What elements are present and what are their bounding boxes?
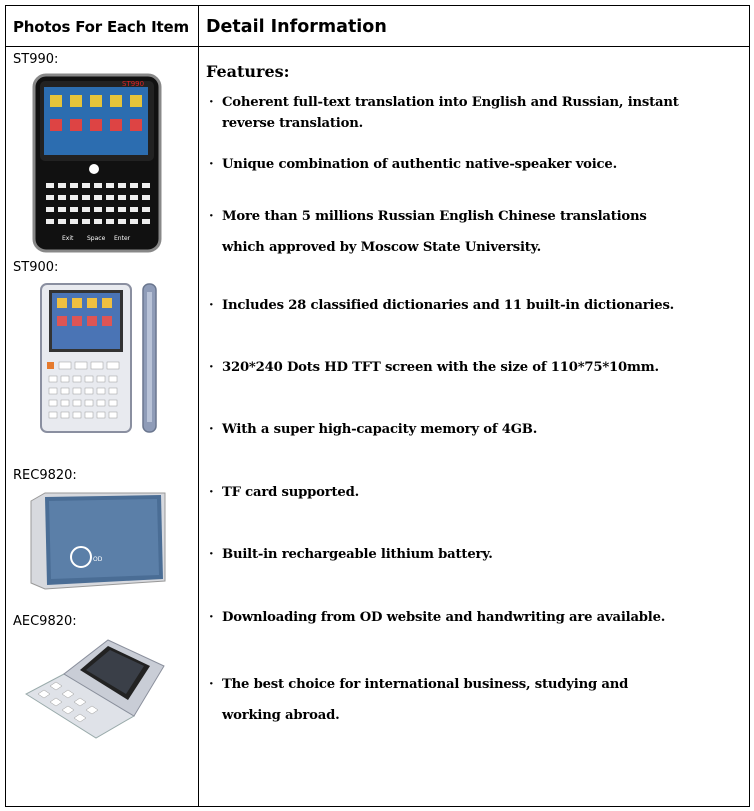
bullet-icon: · [209, 610, 214, 625]
feature-item: · 320*240 Dots HD TFT screen with the size of 110*75*10mm. [209, 357, 679, 378]
bullet-icon: · [209, 360, 214, 375]
photos-column-header: Photos For Each Item [13, 18, 189, 36]
feature-item: · More than 5 millions Russian English Chinese translations which approved by Moscow State University. [209, 201, 679, 263]
header-divider [6, 46, 749, 47]
product-table [5, 5, 750, 807]
key-space: Space [87, 235, 106, 242]
feature-item: · Includes 28 classified dictionaries and 11 built-in dictionaries. [209, 295, 679, 316]
model-label-rec9820: REC9820: [13, 468, 77, 483]
bullet-icon: · [209, 422, 214, 437]
feature-item: · Built-in rechargeable lithium battery. [209, 544, 679, 565]
st900-device-photo [39, 282, 164, 447]
bullet-icon: · [209, 95, 214, 110]
feature-item: · Downloading from OD website and handwriting are available. [209, 607, 679, 628]
svg-text:OD: OD [93, 556, 103, 563]
column-divider [198, 6, 199, 806]
model-label-st900: ST900: [13, 260, 59, 275]
feature-item: · Coherent full-text translation into English and Russian, instant reverse translation. [209, 92, 679, 134]
bullet-icon: · [209, 485, 214, 500]
feature-item: · Unique combination of authentic native-speaker voice. [209, 154, 679, 175]
feature-item: · With a super high-capacity memory of 4GB. [209, 419, 679, 440]
features-title: Features: [206, 62, 290, 81]
bullet-icon: · [209, 209, 214, 224]
model-label-st990: ST990: [13, 52, 59, 67]
bullet-icon: · [209, 547, 214, 562]
key-enter: Enter [114, 235, 131, 242]
key-exit: Exit [62, 235, 74, 242]
bullet-icon: · [209, 298, 214, 313]
aec9820-device-photo [24, 636, 169, 746]
rec9820-device-photo [27, 491, 167, 596]
bullet-icon: · [209, 677, 214, 692]
st990-device-photo [32, 73, 162, 258]
feature-item: · The best choice for international business, studying and working abroad. [209, 669, 679, 731]
st990-brand-text: ST990 [122, 80, 145, 88]
details-column-header: Detail Information [206, 17, 387, 37]
model-label-aec9820: AEC9820: [13, 614, 77, 629]
bullet-icon: · [209, 157, 214, 172]
feature-item: · TF card supported. [209, 482, 679, 503]
